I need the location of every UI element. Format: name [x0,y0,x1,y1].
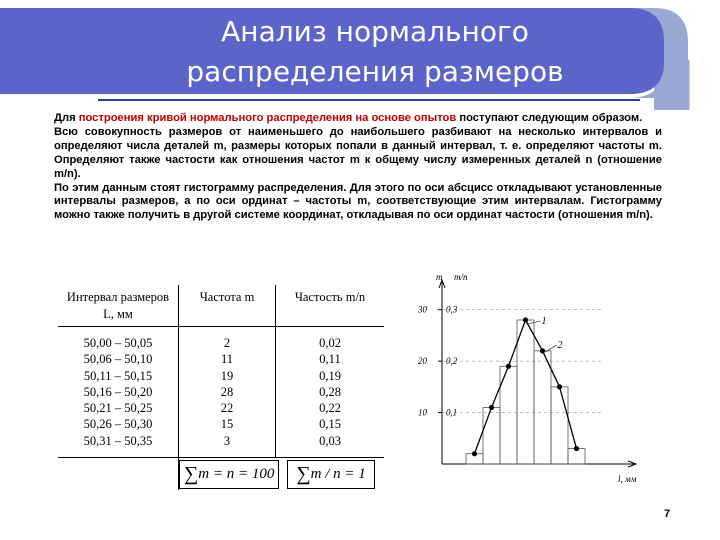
sigma-symbol-2: ∑ [296,462,311,485]
data-point [523,317,528,322]
curve-label-1: 1 [541,316,547,327]
relative-values: 0,02 0,11 0,19 0,28 0,22 0,15 0,03 [276,327,385,458]
interval-values: 50,00 – 50,05 50,06 – 50,10 50,11 – 50,15 50,16 – 50,20 50,21 – 50,25 50,26 – 50,30 50,31 – 50,35 [58,327,179,458]
sum-mn: m / n = 1 [310,465,366,482]
header-relative: Частость m/n [276,285,385,327]
data-point [489,405,494,410]
sum-empty [58,458,179,491]
table-values-row [58,327,384,458]
data-point [574,446,579,451]
sum-mn-box [287,460,374,489]
histogram-bar [483,407,500,464]
p1-highlight: построения кривой нормального распределения на основе опытов [78,112,457,124]
histogram-bar [534,351,551,464]
y-tick-label-mn: 0,3 [446,304,458,315]
p1-text-b: поступают следующим образом. [456,112,643,124]
header-frequency: Частота m [179,285,276,327]
data-point [540,348,545,353]
y-tick-label-m: 10 [418,407,427,418]
data-point [506,364,511,369]
table-sum-row [58,458,384,491]
sum-m: m = n = 100 [198,465,275,482]
y-label-m: m [436,272,443,282]
p1-text-a: Для [54,112,79,124]
y-label-mn: m/n [454,272,468,282]
header-interval: Интервал размеров L, мм [58,285,179,327]
title-underline [98,99,640,101]
histogram-bar [551,387,568,464]
curve-label-2: 2 [557,340,563,351]
slide-title [95,12,655,92]
page-number: 7 [664,508,671,520]
x-label: l, мм [618,474,637,484]
title-line-1: Анализ нормального [221,15,529,48]
sum-cell [179,458,385,491]
y-tick-label-m: 30 [418,304,427,315]
body-text [54,112,662,223]
paragraph-3: По этим данным стоят гистограмму распределения. Для этого по оси абсцисс откладывают установленные интервалы размеров, а по оси ординат – частоты m, соответствующие этим интервалам. Гистограмму можно также получить в другой системе координат, откладывая по оси ординат частости (отношения m/n). [54,181,662,222]
sum-m-box [179,460,279,489]
frequency-values: 2 11 19 28 22 15 3 [179,327,276,458]
histogram-bar [517,320,534,464]
data-point [472,451,477,456]
y-tick-label-m: 20 [418,356,427,367]
y-tick-label-mn: 0,2 [446,356,458,367]
data-point [557,384,562,389]
title-line-2: распределения размеров [186,55,564,88]
histogram-chart [402,268,662,490]
table-header-row [58,285,384,327]
paragraph-1 [54,112,662,126]
frequency-table [58,285,384,490]
paragraph-2: Всю совокупность размеров от наименьшего до наибольшего разбивают на несколько интервалов и определяют числа деталей m, размеры которых попали в данный интервал, т. е. определяют частоты m. Определяют также частости как отношения частот m к общему числу измеренных деталей n (отношение m/n). [54,125,662,180]
y-tick-label-mn: 0,1 [446,407,458,418]
sigma-symbol: ∑ [184,462,199,485]
